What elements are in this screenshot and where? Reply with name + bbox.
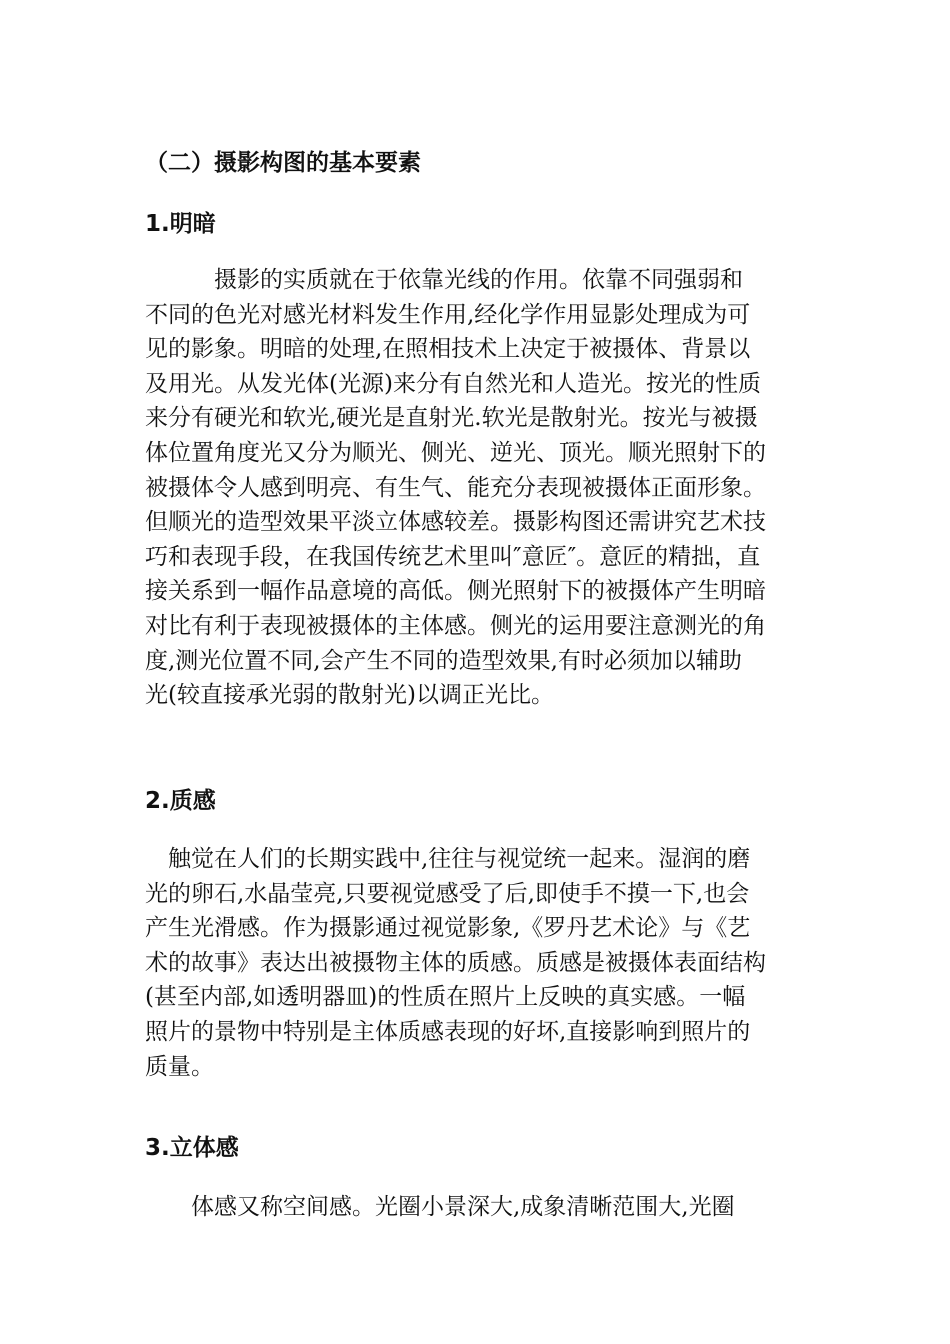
text-line: 接关系到一幅作品意境的高低。侧光照射下的被摄体产生明暗 [145, 578, 766, 605]
text-line: (甚至内部,如透明器皿)的性质在照片上反映的真实感。一幅 [145, 984, 746, 1011]
text-line: 度,测光位置不同,会产生不同的造型效果,有时必须加以辅助 [145, 647, 742, 674]
text-line: 巧和表现手段，在我国传统艺术里叫″意匠″。意匠的精拙，直 [145, 543, 761, 570]
text-line: 体位置角度光又分为顺光、侧光、逆光、顶光。顺光照射下的 [145, 439, 766, 466]
text-line: 被摄体令人感到明亮、有生气、能充分表现被摄体正面形象。 [145, 474, 766, 501]
paragraph-three-dimensionality [145, 1190, 835, 1225]
text-line: 质量。 [145, 1053, 214, 1080]
section-title: （二）摄影构图的基本要素 [145, 150, 421, 176]
heading-brightness: 1.明暗 [145, 211, 216, 237]
text-line: 来分有硬光和软光,硬光是直射光.软光是散射光。按光与被摄 [145, 405, 758, 432]
text-line: 光(较直接承光弱的散射光)以调正光比。 [145, 682, 554, 709]
text-line: 对比有利于表现被摄体的主体感。侧光的运用要注意测光的角 [145, 612, 766, 639]
text-line: 摄影的实质就在于依靠光线的作用。依靠不同强弱和 [145, 267, 743, 293]
text-line: 照片的景物中特别是主体质感表现的好坏,直接影响到照片的 [145, 1018, 751, 1045]
heading-three-dimensionality: 3.立体感 [145, 1135, 239, 1161]
text-line: 体感又称空间感。光圈小景深大,成象清晰范围大,光圈 [145, 1194, 735, 1220]
text-line: 不同的色光对感光材料发生作用,经化学作用显影处理成为可 [145, 301, 751, 328]
paragraph-texture [145, 842, 835, 1084]
text-line: 术的故事》表达出被摄物主体的质感。质感是被摄体表面结构 [145, 949, 766, 976]
text-line: 产生光滑感。作为摄影通过视觉影象,《罗丹艺术论》与《艺 [145, 915, 751, 942]
text-line: 触觉在人们的长期实践中,往往与视觉统一起来。湿润的磨 [145, 846, 751, 872]
text-line: 见的影象。明暗的处理,在照相技术上决定于被摄体、背景以 [145, 336, 751, 363]
text-line: 光的卵石,水晶莹亮,只要视觉感受了后,即使手不摸一下,也会 [145, 880, 750, 907]
text-line: 但顺光的造型效果平淡立体感较差。摄影构图还需讲究艺术技 [145, 509, 766, 536]
paragraph-brightness [145, 263, 835, 713]
text-line: 及用光。从发光体(光源)来分有自然光和人造光。按光的性质 [145, 370, 761, 397]
heading-texture: 2.质感 [145, 788, 216, 814]
